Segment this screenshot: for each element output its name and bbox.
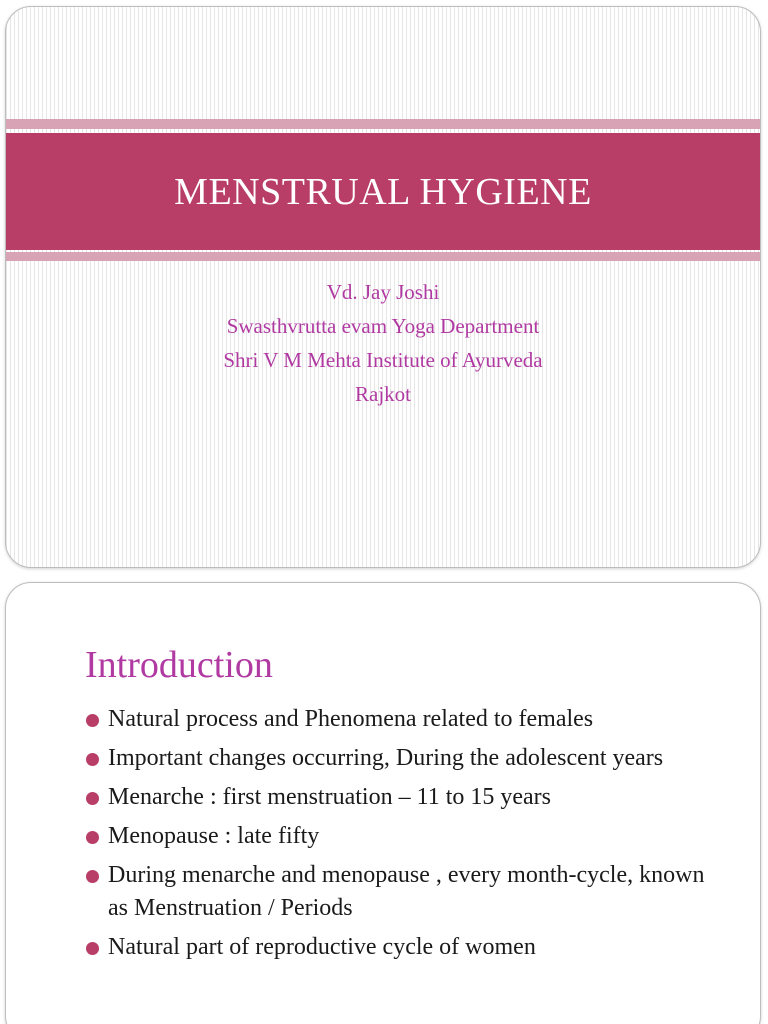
title-slide: [5, 6, 761, 568]
section-heading: Introduction: [85, 644, 273, 686]
introduction-slide: [5, 582, 761, 1024]
institute: Shri V M Mehta Institute of Ayurveda: [223, 348, 543, 372]
list-item-text: Menarche : first menstruation – 11 to 15 years: [108, 784, 551, 810]
list-item: [86, 703, 726, 736]
list-item: [86, 859, 726, 925]
bullet-dot-icon: [86, 870, 99, 883]
bullet-dot-icon: [86, 714, 99, 727]
list-item: [86, 781, 726, 814]
title-band: [6, 119, 760, 264]
bullet-list: [86, 703, 726, 970]
band-top-stripe: [6, 119, 760, 129]
author-name: Vd. Jay Joshi: [326, 280, 440, 304]
list-item: [86, 742, 726, 775]
list-item: [86, 931, 726, 964]
list-item-text: Natural process and Phenomena related to females: [108, 706, 594, 732]
list-item-text: Important changes occurring, During the adolescent years: [108, 745, 664, 771]
list-item: [86, 820, 726, 853]
band-main: [6, 133, 760, 250]
bullet-dot-icon: [86, 831, 99, 844]
department: Swasthvrutta evam Yoga Department: [226, 314, 540, 338]
slide-title: MENSTRUAL HYGIENE: [174, 170, 592, 213]
list-item-text: During menarche and menopause , every month-cycle, known as Menstruation / Periods: [108, 862, 705, 921]
city: Rajkot: [355, 382, 411, 406]
author-block: [6, 275, 760, 411]
bullet-dot-icon: [86, 792, 99, 805]
list-item-text: Natural part of reproductive cycle of women: [108, 934, 536, 960]
bullet-dot-icon: [86, 753, 99, 766]
list-item-text: Menopause : late fifty: [108, 823, 320, 849]
bullet-dot-icon: [86, 942, 99, 955]
band-bottom-stripe: [6, 252, 760, 261]
